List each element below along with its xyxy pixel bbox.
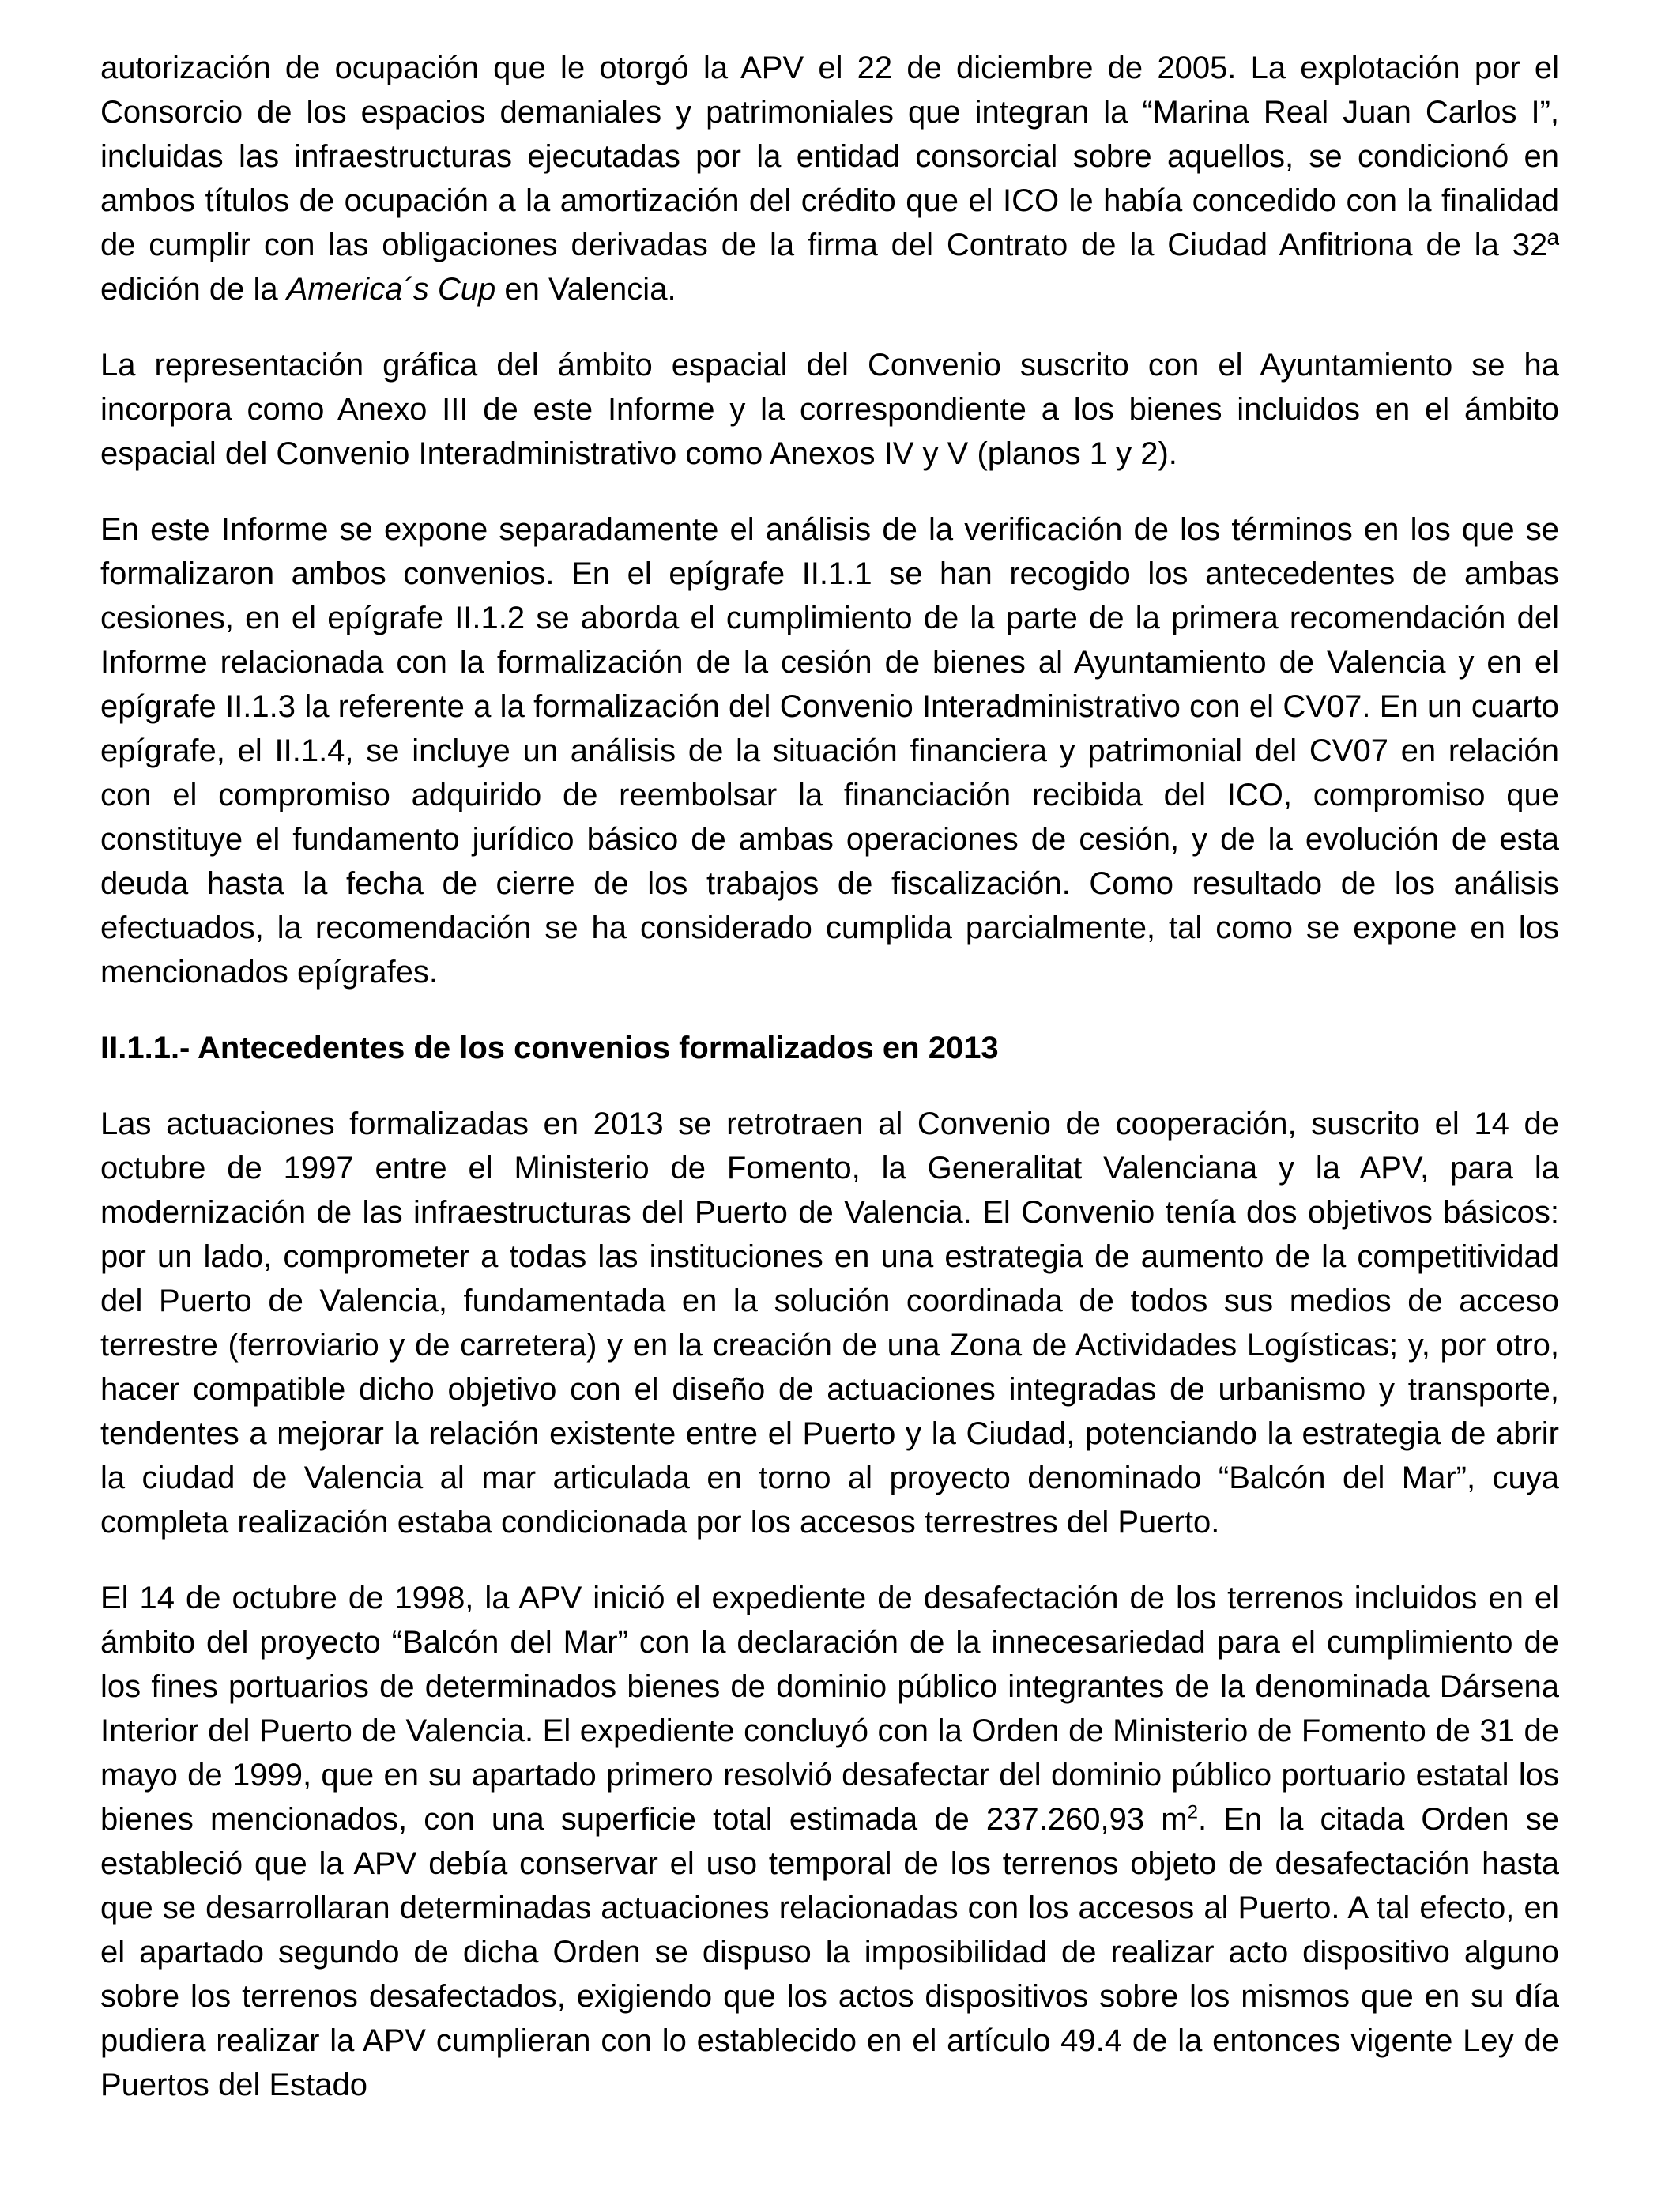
paragraph-actuaciones: Las actuaciones formalizadas en 2013 se retrotraen al Convenio de cooperación, suscrito el 14 de octubre de 1997 entre el Ministerio de Fomento, la Generalitat Valenciana y la APV, para la modernización de las infraestructuras del Puerto de Valencia. El Convenio tenía dos objetivos básicos: por un lado, comprometer a todas las instituciones en una estrategia de aumento de la competitividad del Puerto de Valencia, fundamentada en la solución coordinada de todos sus medios de acceso terrestre (ferroviario y de carretera) y en la creación de una Zona de Actividades Logísticas; y, por otro, hacer compatible dicho objetivo con el diseño de actuaciones integradas de urbanismo y transporte, tendentes a mejorar la relación existente entre el Puerto y la Ciudad, potenciando la estrategia de abrir la ciudad de Valencia al mar articulada en torno al proyecto denominado “Balcón del Mar”, cuya completa realización estaba condicionada por los accesos terrestres del Puerto. (100, 1106, 1559, 1540)
paragraph-ocupacion (100, 46, 1559, 311)
emphasis-americas-cup: America´s Cup (286, 272, 496, 307)
paragraph-text: autorización de ocupación que le otorgó la APV el 22 de diciembre de 2005. La explotación por el Consorcio de los espacios demaniales y patrimoniales que integran la “Marina Real Juan Carlos I”, incluidas las infraestructuras ejecutadas por la entidad consorcial sobre aquellos, se condicionó en ambos títulos de ocupación a la amortización del crédito que el ICO le había concedido con la finalidad de cumplir con las obligaciones derivadas de la firma del Contrato de la Ciudad Anfitriona de la 32ª edición de la (100, 51, 1559, 307)
paragraph-text: El 14 de octubre de 1998, la APV inició el expediente de desafectación de los terrenos incluidos en el ámbito del proyecto “Balcón del Mar” con la declaración de la innecesariedad para el cumplimiento de los fines portuarios de determinados bienes de dominio público integrantes de la denominada Dársena Interior del Puerto de Valencia. El expediente concluyó con la Orden de Ministerio de Fomento de 31 de mayo de 1999, que en su apartado primero resolvió desafectar del dominio público portuario estatal los bienes mencionados, con una superficie total estimada de 237.260,93 m (100, 1581, 1559, 1837)
section-heading: II.1.1.- Antecedentes de los convenios formalizados en 2013 (100, 1031, 999, 1065)
paragraph-text: en Valencia. (495, 272, 676, 307)
paragraph-informe: En este Informe se expone separadamente el análisis de la verificación de los términos en los que se formalizaron ambos convenios. En el epígrafe II.1.1 se han recogido los antecedentes de ambas cesiones, en el epígrafe II.1.2 se aborda el cumplimiento de la parte de la primera recomendación del Informe relacionada con la formalización de la cesión de bienes al Ayuntamiento de Valencia y en el epígrafe II.1.3 la referente a la formalización del Convenio Interadministrativo con el CV07. En un cuarto epígrafe, el II.1.4, se incluye un análisis de la situación financiera y patrimonial del CV07 en relación con el compromiso adquirido de reembolsar la financiación recibida del ICO, compromiso que constituye el fundamento jurídico básico de ambas operaciones de cesión, y de la evolución de esta deuda hasta la fecha de cierre de los trabajos de fiscalización. Como resultado de los análisis efectuados, la recomendación se ha considerado cumplida parcialmente, tal como se expone en los mencionados epígrafes. (100, 512, 1559, 990)
paragraph-text: . En la citada Orden se estableció que la APV debía conservar el uso temporal de los terrenos objeto de desafectación hasta que se desarrollaran determinadas actuaciones relacionadas con los accesos al Puerto. A tal efecto, en el apartado segundo de dicha Orden se dispuso la imposibilidad de realizar acto dispositivo alguno sobre los terrenos desafectados, exigiendo que los actos dispositivos sobre los mismos que en su día pudiera realizar la APV cumplieran con lo establecido en el artículo 49.4 de la entonces vigente Ley de Puertos del Estado (100, 1802, 1559, 2102)
superscript-squared: 2 (1187, 1801, 1198, 1823)
paragraph-representacion: La representación gráfica del ámbito espacial del Convenio suscrito con el Ayuntamiento se ha incorpora como Anexo III de este Informe y la correspondiente a los bienes incluidos en el ámbito espacial del Convenio Interadministrativo como Anexos IV y V (planos 1 y 2). (100, 348, 1559, 471)
paragraph-desafectacion (100, 1576, 1559, 2107)
document-page (100, 46, 1559, 2139)
